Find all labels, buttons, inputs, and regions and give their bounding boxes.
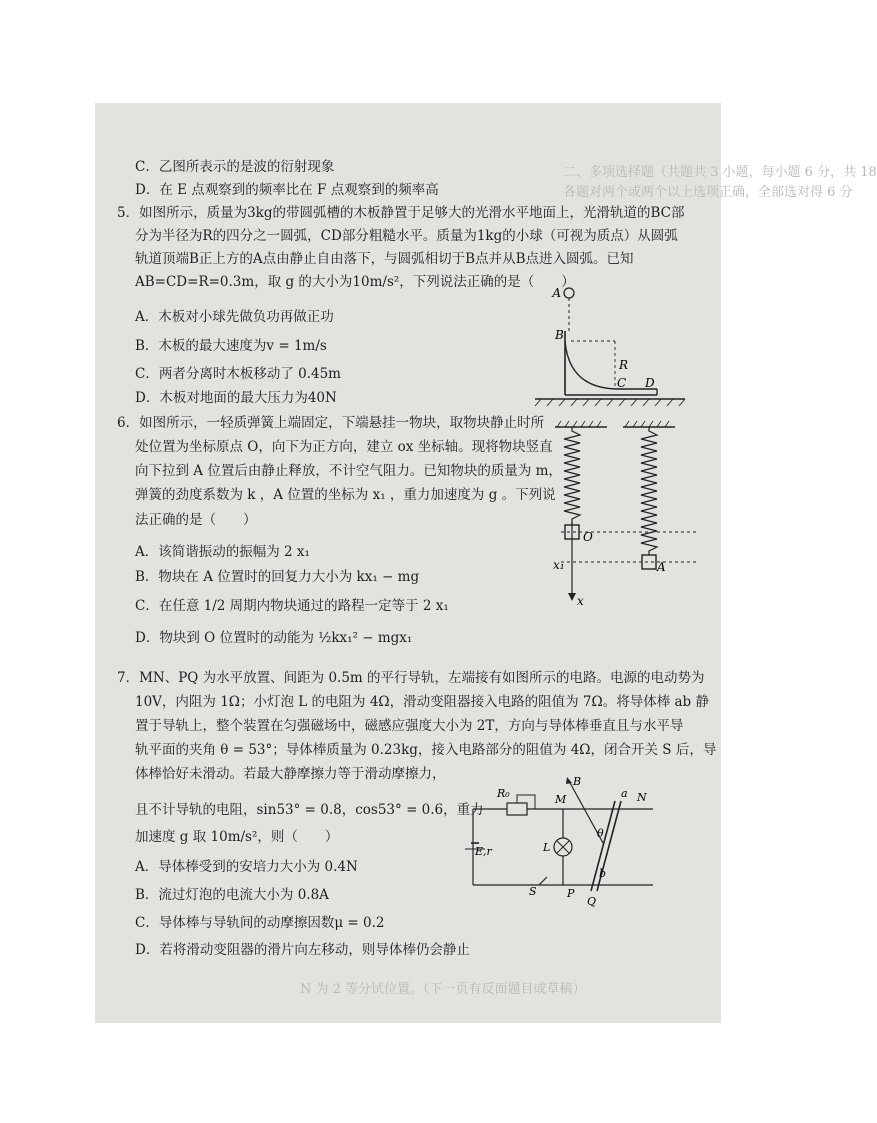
label-a: A [552,286,561,300]
label-x: x [577,594,584,608]
option-text: C．乙图所表示的是波的衍射现象 [135,159,335,175]
spring-icon [641,427,657,555]
label-n: N [637,791,647,804]
label-p: P [567,887,575,900]
option-text: A．该简谐振动的振幅为 2 x₁ [135,544,310,560]
option-text: C．两者分离时木板移动了 0.45m [135,366,341,382]
switch-icon [539,877,547,885]
question-7-text: 7．MN、PQ 为水平放置、间距为 0.5m 的平行导轨，左端接有如图所示的电路。电源的电动势为 [117,670,705,686]
exam-paper-photo [95,103,877,1023]
question-5-text: 分为半径为R的四分之一圆弧，CD部分粗糙水平。质量为1kg的小球（可视为质点）从圆弧 [135,228,678,244]
figure-q5-arc-board [535,283,695,408]
option-text: B．物块在 A 位置时的回复力大小为 kx₁ − mg [135,569,420,585]
question-7-text: 10V，内阻为 1Ω；小灯泡 L 的电阻为 4Ω，滑动变阻器接入电路的阻值为 7Ω。将导体棒 ab 静 [135,694,709,710]
option-text: C．导体棒与导轨间的动摩擦因数μ = 0.2 [135,915,385,931]
rheostat-icon [507,803,527,815]
option-text: C．在任意 1/2 周期内物块通过的路程一定等于 2 x₁ [135,598,449,614]
ghost-text: 二、多项选择题（共题共 3 小题，每小题 6 分，共 18 [563,165,877,180]
label-c: C [617,376,627,390]
question-7-text: 且不计导轨的电阻，sin53° = 0.8，cos53° = 0.6，重力 [135,802,484,818]
label-x1: x₁ [553,558,565,572]
option-text: D．若将滑动变阻器的滑片向左移动，则导体棒仍会静止 [135,942,470,958]
label-b: B [555,328,564,342]
label-r: R [619,358,629,372]
ball-icon [564,288,574,298]
label-d: D [645,376,655,390]
option-text: B．木板的最大速度为v = 1m/s [135,338,327,354]
option-text: B．流过灯泡的电流大小为 0.8A [135,887,329,903]
question-6-text: 向下拉到 A 位置后由静止释放，不计空气阻力。已知物块的质量为 m， [135,463,562,479]
label-q: Q [587,895,597,908]
question-7-text: 置于导轨上，整个装置在匀强磁场中，磁感应强度大小为 2T，方向与导体棒垂直且与水平导 [135,718,684,734]
label-l: L [543,841,551,854]
question-5-text: 5．如图所示，质量为3kg的带圆弧槽的木板静置于足够大的光滑水平地面上，光滑轨道的BC部 [117,205,685,221]
label-a: A [657,560,666,574]
question-7-text: 加速度 g 取 10m/s²，则（ ） [135,829,339,845]
label-o: O [583,530,593,544]
question-6-text: 处位置为坐标原点 O，向下为正方向，建立 ox 坐标轴。现将物块竖直 [135,439,553,455]
option-text: A．木板对小球先做负功再做正功 [135,309,334,325]
option-text: D．在 E 点观察到的频率比在 F 点观察到的频率高 [135,182,439,198]
question-6-text: 弹簧的劲度系数为 k ，A 位置的坐标为 x₁ ，重力加速度为 g 。下列说 [135,487,556,503]
question-6-text: 6．如图所示，一轻质弹簧上端固定，下端悬挂一物块，取物块静止时所 [117,415,545,431]
label-b-field: B [573,775,582,788]
option-text: A．导体棒受到的安培力大小为 0.4N [135,859,358,875]
label-a: a [621,787,628,800]
spring-icon [564,427,580,525]
question-7-text: 轨平面的夹角 θ = 53°；导体棒质量为 0.23kg，接入电路部分的阻值为 4Ω，闭合开关 S 后，导 [135,742,717,758]
label-r0: R₀ [497,787,510,800]
figure-q6-spring-block [547,421,707,611]
option-text: D．木板对地面的最大压力为40N [135,390,337,406]
ghost-text: N 为 2 等分试位置。（下一页有反面题目或草稿） [300,982,586,997]
question-7-text: 体棒恰好未滑动。若最大静摩擦力等于滑动摩擦力， [135,766,446,782]
label-theta: θ [597,827,604,840]
label-b-end: b [599,867,607,880]
question-5-text: AB=CD=R=0.3m，取 g 的大小为10m/s²，下列说法正确的是（ ） [135,274,575,290]
figure-q7-rail-circuit [463,773,673,913]
question-5-text: 轨道顶端B正上方的A点由静止自由落下，与圆弧相切于B点并从B点进入圆弧。已知 [135,251,634,267]
label-s: S [529,885,537,898]
ghost-text: 各题对两个或两个以上选项正确，全部选对得 6 分 [563,185,853,200]
label-m: M [555,793,567,806]
question-6-text: 法正确的是（ ） [135,512,257,528]
label-er: E,r [475,845,492,858]
option-text: D．物块到 O 位置时的动能为 ½kx₁² − mgx₁ [135,630,413,646]
